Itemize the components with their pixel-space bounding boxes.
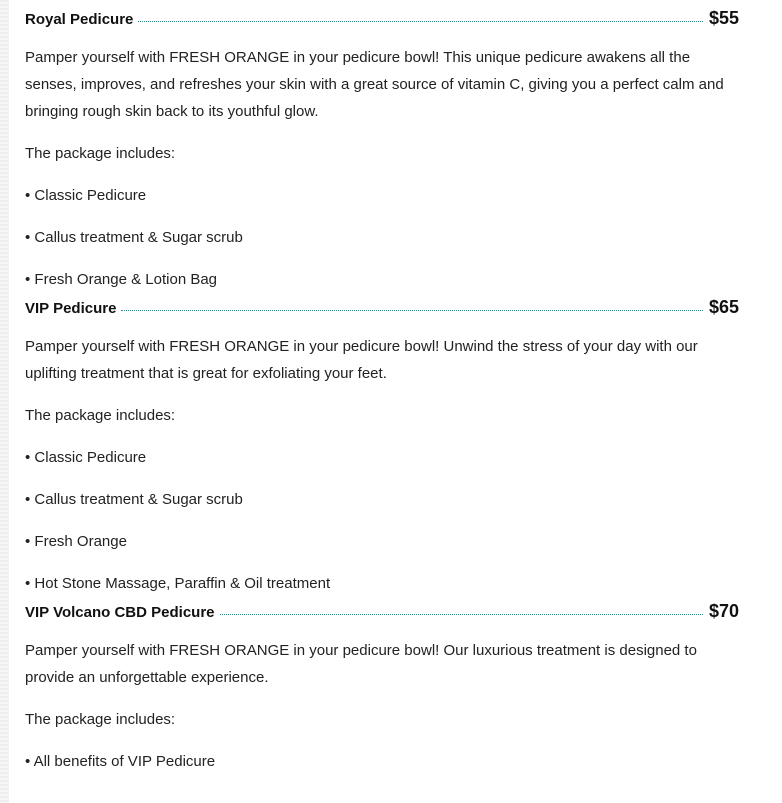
include-line: • Classic Pedicure — [25, 187, 147, 204]
include-line: • Callus treatment & Sugar scrub — [25, 229, 243, 246]
item-description: Pamper yourself with FRESH ORANGE in your pedicure bowl! Unwind the stress of your day with our uplifting treatment that is great for exfoliating your feet. — [25, 338, 698, 382]
include-line: • Classic Pedicure — [25, 449, 147, 466]
item-price: $65 — [708, 297, 739, 317]
dotted-leader — [138, 21, 703, 22]
include-line: • Hot Stone Massage, Paraffin & Oil treatment — [25, 575, 331, 592]
include-line: • Fresh Orange — [25, 533, 127, 550]
pedicure-menu — [25, 0, 739, 775]
dotted-leader — [121, 310, 703, 311]
item-header — [25, 597, 739, 627]
package-label: The package includes: — [25, 145, 176, 162]
item-name: Royal Pedicure — [25, 11, 134, 28]
item-description: Pamper yourself with FRESH ORANGE in your pedicure bowl! Our luxurious treatment is designed to provide an unforgettable experience. — [25, 642, 697, 686]
dotted-leader — [220, 614, 703, 615]
item-header — [25, 293, 739, 323]
item-price: $55 — [708, 8, 739, 28]
page-edge-strip — [0, 0, 9, 803]
menu-item-royal-pedicure — [25, 0, 739, 293]
include-line: • Fresh Orange & Lotion Bag — [25, 271, 218, 288]
package-label: The package includes: — [25, 407, 176, 424]
item-name: VIP Pedicure — [25, 300, 117, 317]
item-header — [25, 0, 739, 34]
menu-item-vip-volcano-cbd-pedicure — [25, 597, 739, 775]
include-line: • All benefits of VIP Pedicure — [25, 753, 216, 770]
item-price: $70 — [708, 601, 739, 621]
menu-item-vip-pedicure — [25, 293, 739, 597]
item-name: VIP Volcano CBD Pedicure — [25, 604, 215, 621]
package-label: The package includes: — [25, 711, 176, 728]
item-description: Pamper yourself with FRESH ORANGE in your pedicure bowl! This unique pedicure awakens all the senses, improves, and refreshes your skin with a great source of vitamin C, giving you a perfect calm and bringing rough skin back to its youthful glow. — [25, 49, 724, 120]
include-line: • Callus treatment & Sugar scrub — [25, 491, 243, 508]
